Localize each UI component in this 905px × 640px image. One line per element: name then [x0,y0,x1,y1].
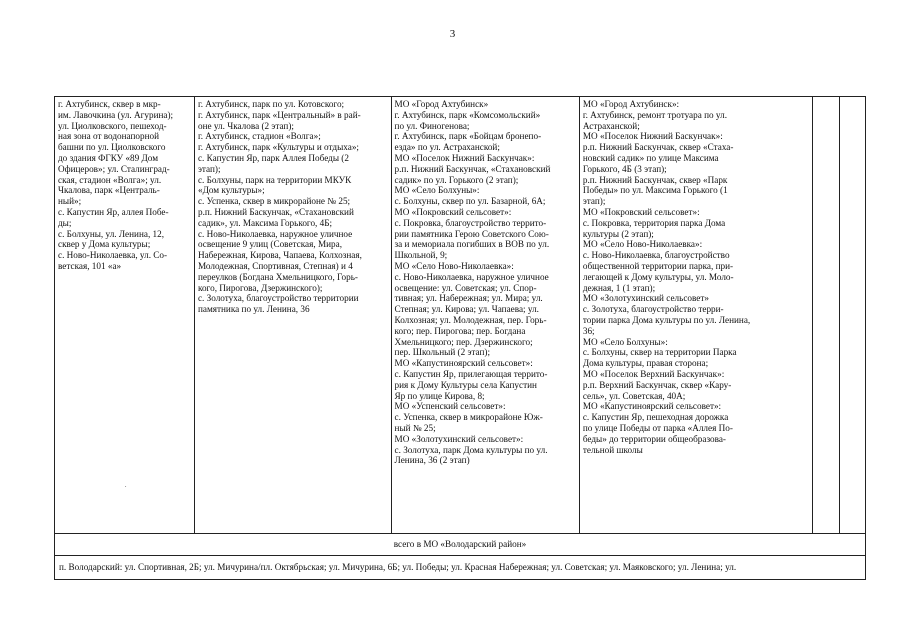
table-cell-col2 [194,97,391,534]
page-number: 3 [449,28,456,40]
cell-line: с. Болхуны, ул. Ленина, 12, [58,228,165,239]
cell-line: Победы» по ул. Максима Горького (1 [582,185,728,196]
cell-line: МО «Капустиноярский сельсовет»: [582,401,722,412]
dot-mark: · [124,483,127,492]
cell-line: Колхозная; ул. Молодежная, пер. Горь- [394,314,547,325]
cell-line: ный»; [58,196,82,207]
cell-line: «Дом культуры»; [197,185,265,196]
cell-line: кого; пер. Пирогова; пер. Богдана [394,325,526,336]
cell-line: с. Ново-Николаевка, благоустройство [582,250,730,261]
cell-line: садик» по ул. Горького (2 этап); [394,174,519,185]
cell-line: этап); [582,196,606,207]
cell-line: легающей к Дому культуры, ул. Моло- [582,271,734,282]
cell-line: ветская, 101 «а» [58,260,122,271]
cell-line: Школьной, 9; [394,250,448,261]
cell-line: до здания ФГКУ «89 Дом [58,152,159,163]
cell-line: с. Покровка, благоустройство террито- [394,217,547,228]
document-table [54,96,866,580]
cell-line: г. Ахтубинск, парк «Культуры и отдыха»; [197,142,359,153]
cell-line: ул. Циолковского, пешеход- [58,120,167,131]
cell-line: тории парка Дома культуры по ул. Ленина, [582,314,751,325]
cell-line: с. Капустин Яр, пешеходная дорожка [582,412,729,423]
table-row-addresses [55,555,866,579]
cell-line: МО «Покровский сельсовет»: [582,206,700,217]
cell-line: с. Капустин Яр, парк Аллея Победы (2 [197,152,349,163]
cell-text-col4 [583,99,810,455]
cell-line: садик», ул. Максима Горького, 4Б; [197,217,333,228]
cell-line: тивная; ул. Набережная; ул. Мира; ул. [394,293,543,304]
cell-line: с. Болхуны, парк на территории МКУК [197,174,352,185]
table-cell-col1 [55,97,195,534]
cell-line: с. Золотуха, благоустройство терри- [582,304,724,315]
cell-line: г. Ахтубинск, сквер в мкр- [58,99,161,109]
total-label: всего в МО «Володарский район» [55,534,866,556]
cell-line: освещение: ул. Советская; ул. Спор- [394,282,537,293]
table-cell-col3 [391,97,579,534]
cell-line: по улице Победы от парка «Аллея По- [582,422,733,433]
cell-line: МО «Поселок Нижний Баскунчак»: [394,152,535,163]
cell-line: Яр по улице Кирова, 8; [394,390,485,401]
cell-line: общественной территории парка, при- [582,260,734,271]
cell-line: переулков (Богдана Хмельницкого, Горь- [197,271,358,282]
cell-line: Молодежная, Спортивная, Степная) и 4 [197,260,353,271]
cell-line: Степная; ул. Кирова; ул. Чапаева; ул. [394,304,539,315]
cell-line: МО «Село Болхуны»: [582,336,668,347]
cell-line: МО «Успенский сельсовет»: [394,401,506,412]
cell-line: МО «Поселок Верхний Баскунчак»: [582,368,725,379]
cell-line: г. Ахтубинск, парк «Бойцам бронепо- [394,131,542,142]
cell-line: башни по ул. Циолковского [58,142,166,153]
cell-line: освещение 9 улиц (Советская, Мира, [197,239,343,250]
cell-line: г. Ахтубинск, парк «Комсомольский» [394,109,541,120]
cell-line: тельной школы [582,444,643,455]
cell-line: Астраханской; [582,120,640,131]
cell-line: этап); [197,163,221,174]
table-cell-col5-empty [813,97,840,534]
cell-line: р.п. Верхний Баскунчак, сквер «Кару- [582,379,732,390]
cell-line: Офицеров»; ул. Сталинград- [58,163,170,174]
cell-line: Горького, 4Б (3 этап); [582,163,667,174]
cell-line: с. Золотуха, парк Дома культуры по ул. [394,444,548,455]
cell-line: с. Покровка, территория парка Дома [582,217,726,228]
cell-line: беды» до территории общеобразова- [582,433,726,444]
cell-line: с. Ново-Николаевка, наружное уличное [197,228,353,239]
cell-line: сквер у Дома культуры; [58,239,151,250]
cell-line: с. Успенка, сквер в микрорайоне Юж- [394,412,543,423]
cell-text-col2 [198,99,388,315]
cell-line: МО «Покровский сельсовет»: [394,206,512,217]
cell-line: ный № 25; [394,422,436,433]
cell-line: р.п. Нижний Баскунчак, «Стахановский [197,206,354,217]
cell-line: рии памятника Герою Советского Сою- [394,228,549,239]
table-row-content [55,97,866,534]
table-cell-col6-empty [840,97,866,534]
cell-line: г. Ахтубинск, парк по ул. Котовского; [197,99,345,109]
cell-line: с. Капустин Яр, прилегающая террито- [394,368,548,379]
cell-line: с. Ново-Николаевка, ул. Со- [58,250,168,261]
cell-line: ская, стадион «Волга»; ул. [58,174,162,185]
cell-line: рия к Дому Культуры села Капустин [394,379,537,390]
cell-line: с. Успенка, сквер в микрорайоне № 25; [197,196,351,207]
cell-line: ная зона от водонапорной [58,131,160,142]
cell-line: г. Ахтубинск, парк «Центральный» в рай- [197,109,361,120]
address-list: п. Володарский: ул. Спортивная, 2Б; ул. Мичурина/пл. Октябрьская; ул. Мичурина, 6Б; ул. Победы; ул. Красная Набережная; ул. Советская; ул. Маяковского; ул. Ленина; ул. [55,555,866,579]
table-row-total [55,534,866,556]
cell-line: новский садик» по улице Максима [582,152,719,163]
cell-line: Набережная, Кирова, Чапаева, Колхозная, [197,250,362,261]
cell-line: с. Болхуны, сквер на территории Парка [582,347,737,358]
cell-line: МО «Село Ново-Николаевка»: [582,239,703,250]
cell-line: оне ул. Чкалова (2 этап); [197,120,294,131]
cell-text-col3 [395,99,576,466]
cell-line: МО «Поселок Нижний Баскунчак»: [582,131,723,142]
cell-line: дежная, 1 (1 этап); [582,282,656,293]
cell-line: за и мемориала погибших в ВОВ по ул. [394,239,550,250]
cell-line: с. Болхуны, сквер по ул. Базарной, 6А; [394,196,546,207]
cell-line: с. Золотуха, благоустройство территории [197,293,359,304]
cell-line: МО «Село Ново-Николаевка»: [394,260,514,271]
cell-line: ды; [58,217,72,228]
cell-line: им. Лавочкина (ул. Агурина); [58,109,174,120]
cell-line: 36; [582,325,595,336]
table-cell-col4 [579,97,813,534]
cell-line: по ул. Финогенова; [394,120,470,131]
cell-line: р.п. Нижний Баскунчак, сквер «Стаха- [582,142,734,153]
cell-line: р.п. Нижний Баскунчак, сквер «Парк [582,174,728,185]
cell-line: Хмельницкого; пер. Дзержинского; [394,336,533,347]
cell-line: МО «Золотухинский сельсовет» [582,293,709,304]
cell-text-col1 [58,99,191,272]
cell-line: г. Ахтубинск, ремонт тротуара по ул. [582,109,727,120]
cell-line: с. Ново-Николаевка, наружное уличное [394,271,549,282]
cell-line: с. Капустин Яр, аллея Побе- [58,206,169,217]
cell-line: Ленина, 36 (2 этап) [394,455,470,466]
cell-line: кого, Пирогова, Дзержинского); [197,282,323,293]
cell-line: МО «Золотухинский сельсовет»: [394,433,524,444]
cell-line: езда» по ул. Астраханской; [394,142,500,153]
cell-line: г. Ахтубинск, стадион «Волга»; [197,131,321,142]
cell-line: Чкалова, парк «Централь- [58,185,160,196]
cell-line: памятника по ул. Ленина, 36 [197,304,310,315]
cell-line: р.п. Нижний Баскунчак, «Стахановский [394,163,551,174]
cell-line: пер. Школьный (2 этап); [394,347,491,358]
cell-line: сель», ул. Советская, 40А; [582,390,686,401]
cell-line: культуры (2 этап); [582,228,654,239]
cell-line: МО «Город Ахтубинск»: [582,99,680,109]
cell-line: МО «Город Ахтубинск» [394,99,489,109]
cell-line: МО «Село Болхуны»: [394,185,480,196]
cell-line: Дома культуры, правая сторона; [582,358,709,369]
cell-line: МО «Капустиноярский сельсовет»: [394,358,533,369]
